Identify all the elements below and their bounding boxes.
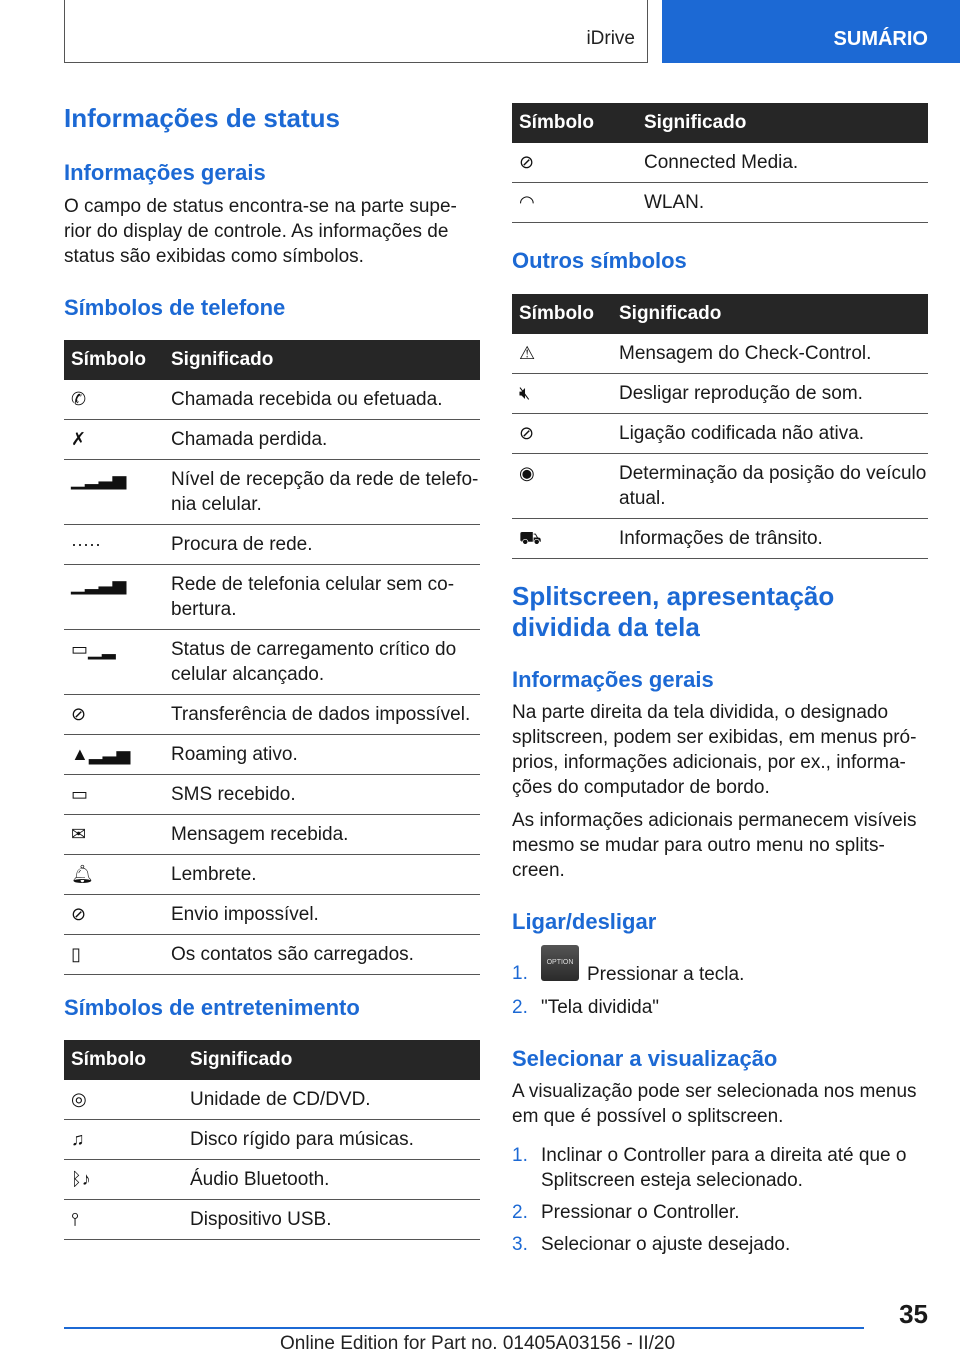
network-search-icon: ····· xyxy=(71,534,101,554)
option-button[interactable]: OPTION xyxy=(541,945,579,981)
general-paragraph: O campo de status encontra-se na parte supe-rior do display de controle. As informações de status são exibidas como símbolos. xyxy=(64,196,457,267)
meaning-cell: Status de carregamento crítico do celular alcançado. xyxy=(164,630,480,695)
meaning-cell: Unidade de CD/DVD. xyxy=(183,1080,480,1120)
other-symbols-table xyxy=(512,294,928,559)
meaning-cell: Mensagem recebida. xyxy=(164,815,480,855)
table-row xyxy=(64,565,480,630)
col-header-meaning: Significado xyxy=(164,340,480,380)
mail-icon: ✉ xyxy=(71,824,87,844)
meaning-cell: Connected Media. xyxy=(637,143,928,183)
encryption-off-icon: ⊘ xyxy=(519,423,535,443)
meaning-cell: Ligação codificada não ativa. xyxy=(612,414,928,454)
table-row xyxy=(64,775,480,815)
meaning-cell: Chamada perdida. xyxy=(164,420,480,460)
col-header-symbol: Símbolo xyxy=(64,340,164,380)
table-row xyxy=(64,695,480,735)
subsection-other: Outros símbolos xyxy=(512,248,687,273)
wlan-icon: ◠ xyxy=(519,192,535,212)
footer-divider xyxy=(64,1327,864,1329)
mute-icon: 🔇︎ xyxy=(519,383,531,403)
hard-disk-icon: ♫ xyxy=(71,1129,85,1149)
meaning-cell: Desligar reprodução de som. xyxy=(612,374,928,414)
sms-icon: ▭ xyxy=(71,784,89,804)
table-row xyxy=(512,519,928,559)
no-coverage-icon: ▁▂▃▅ xyxy=(71,574,127,594)
meaning-cell: Informações de trânsito. xyxy=(612,519,928,559)
subsection-onoff: Ligar/desligar xyxy=(512,909,657,934)
meaning-cell: WLAN. xyxy=(637,183,928,223)
meaning-cell: Mensagem do Check-Control. xyxy=(612,334,928,374)
meaning-cell: Rede de telefonia celular sem co-bertura. xyxy=(164,565,480,630)
bluetooth-audio-icon: ᛒ♪ xyxy=(71,1169,91,1189)
table-row xyxy=(64,630,480,695)
phone-call-icon: ✆ xyxy=(71,389,87,409)
meaning-cell: Roaming ativo. xyxy=(164,735,480,775)
signal-strength-icon: ▁▂▃▅ xyxy=(71,469,127,489)
list-item: 2. "Tela dividida" xyxy=(512,997,660,1018)
table-row xyxy=(64,895,480,935)
col-header-symbol: Símbolo xyxy=(512,294,612,334)
select-paragraph: A visualização pode ser selecionada nos menus em que é possível o splitscreen. xyxy=(512,1081,917,1127)
table-row xyxy=(64,935,480,975)
position-icon: ◉ xyxy=(519,463,535,483)
page-number: 35 xyxy=(899,1299,928,1329)
table-row xyxy=(512,374,928,414)
usb-icon: ⫯ xyxy=(71,1209,79,1229)
bell-icon: 🔔︎ xyxy=(71,864,94,884)
section-title: Informações de status xyxy=(64,103,340,133)
col-header-meaning: Significado xyxy=(183,1040,480,1080)
table-row xyxy=(64,380,480,420)
meaning-cell: Procura de rede. xyxy=(164,525,480,565)
phone-symbols-table xyxy=(64,340,480,975)
missed-call-icon: ✗ xyxy=(71,429,87,449)
table-row xyxy=(64,1160,480,1200)
subsection-phone: Símbolos de telefone xyxy=(64,295,286,320)
split-paragraph-1: Na parte direita da tela dividida, o designado splitscreen, podem ser exibidas, em menus pró-prios, informações adicionais, por ex., informa-ções do computador de bordo. xyxy=(512,702,917,798)
connectivity-symbols-table xyxy=(512,103,928,223)
table-row xyxy=(512,143,928,183)
meaning-cell: Determinação da posição do veículo atual. xyxy=(612,454,928,519)
list-item: 1. OPTIONPressionar a tecla. xyxy=(512,945,928,987)
table-row xyxy=(512,454,928,519)
warning-icon: ⚠ xyxy=(519,343,536,363)
subsection-entertainment: Símbolos de entretenimento xyxy=(64,995,360,1020)
header-title: iDrive xyxy=(586,28,635,49)
meaning-cell: Disco rígido para músicas. xyxy=(183,1120,480,1160)
list-item: 3. Selecionar o ajuste desejado. xyxy=(512,1234,791,1255)
table-row xyxy=(64,525,480,565)
cd-icon: ◎ xyxy=(71,1089,87,1109)
meaning-cell: Áudio Bluetooth. xyxy=(183,1160,480,1200)
table-row xyxy=(64,1080,480,1120)
table-row xyxy=(64,735,480,775)
battery-critical-icon: ▭▁▂ xyxy=(71,639,116,659)
col-header-meaning: Significado xyxy=(637,103,928,143)
meaning-cell: Os contatos são carregados. xyxy=(164,935,480,975)
table-row xyxy=(64,1200,480,1240)
col-header-symbol: Símbolo xyxy=(512,103,637,143)
split-paragraph-2: As informações adicionais permanecem visíveis mesmo se mudar para outro menu no splits-creen. xyxy=(512,810,917,881)
meaning-cell: Lembrete. xyxy=(164,855,480,895)
onoff-steps xyxy=(512,945,928,1020)
list-item: 1. Inclinar o Controller para a direita até que o Splitscreen esteja selecionado. xyxy=(512,1145,907,1191)
header-box xyxy=(64,0,648,63)
meaning-cell: Envio impossível. xyxy=(164,895,480,935)
table-row xyxy=(64,815,480,855)
table-row xyxy=(64,855,480,895)
col-header-symbol: Símbolo xyxy=(64,1040,183,1080)
meaning-cell: Nível de recepção da rede de telefo-nia celular. xyxy=(164,460,480,525)
meaning-cell: Transferência de dados impossível. xyxy=(164,695,480,735)
subsection-general-split: Informações gerais xyxy=(512,667,714,692)
meaning-cell: Dispositivo USB. xyxy=(183,1200,480,1240)
subsection-select: Selecionar a visualização xyxy=(512,1046,778,1071)
footer-edition: Online Edition for Part no. 01405A03156 - II/20 xyxy=(280,1333,676,1354)
table-row xyxy=(512,414,928,454)
list-item: 2. Pressionar o Controller. xyxy=(512,1202,740,1223)
subsection-general: Informações gerais xyxy=(64,160,266,185)
meaning-cell: Chamada recebida ou efetuada. xyxy=(164,380,480,420)
select-steps xyxy=(512,1143,928,1257)
table-row xyxy=(512,183,928,223)
contacts-icon: ▯ xyxy=(71,944,81,964)
roaming-icon: ▲▂▃▅ xyxy=(71,744,131,764)
summary-tab[interactable]: SUMÁRIO xyxy=(662,0,960,63)
table-row xyxy=(64,460,480,525)
traffic-icon: ⛟ xyxy=(519,528,542,548)
meaning-cell: SMS recebido. xyxy=(164,775,480,815)
send-failed-icon: ⊘ xyxy=(71,904,87,924)
col-header-meaning: Significado xyxy=(612,294,928,334)
table-row xyxy=(64,1120,480,1160)
data-unavailable-icon: ⊘ xyxy=(71,704,87,724)
splitscreen-title: Splitscreen, apresentação dividida da tela xyxy=(512,581,835,642)
table-row xyxy=(64,420,480,460)
table-row xyxy=(512,334,928,374)
entertainment-symbols-table xyxy=(64,1040,480,1240)
connected-media-icon: ⊘ xyxy=(519,152,535,172)
